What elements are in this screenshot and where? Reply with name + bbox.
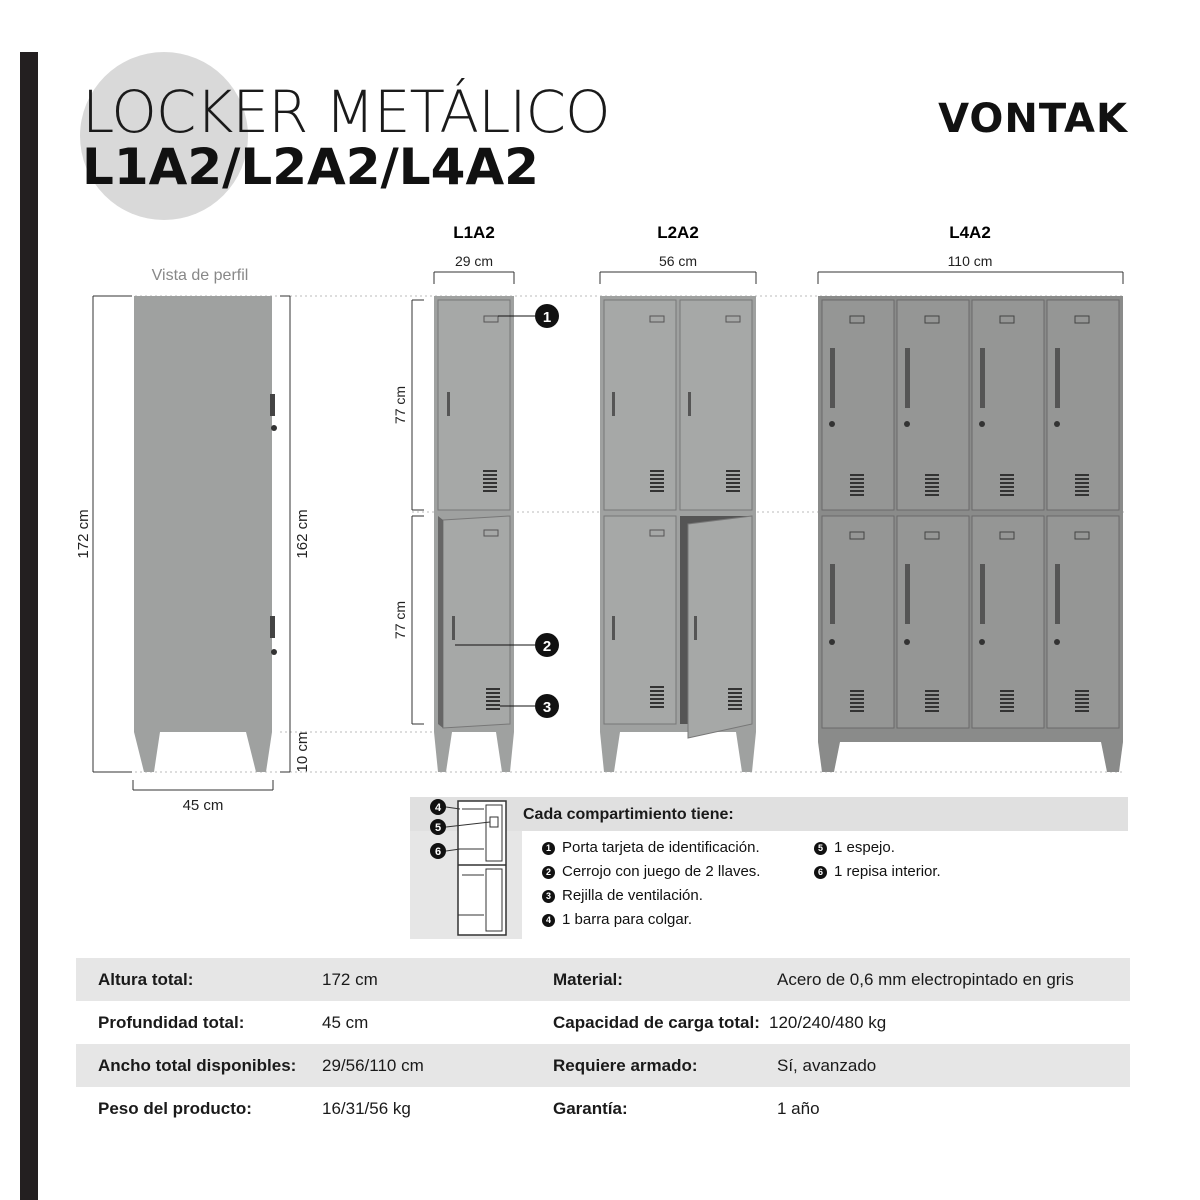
width-l4a2: 110 cm	[947, 253, 993, 269]
specs-table	[76, 958, 1130, 1130]
table-row: Altura total: 172 cm Material: Acero de 0,6 mm electropintado en gris	[76, 958, 1130, 1001]
page-title: LOCKER METÁLICO	[82, 78, 610, 146]
inset-callout-6: 6	[434, 846, 442, 858]
brand-logo: VONTAK	[938, 96, 1128, 142]
feature-item: 6 1 repisa interior.	[814, 863, 941, 880]
locker-l1a2	[434, 296, 514, 772]
profile-total-height: 172 cm	[75, 509, 92, 559]
table-row: Profundidad total: 45 cm Capacidad de carga total: 120/240/480 kg	[98, 1013, 887, 1032]
locker-l2a2	[600, 296, 756, 772]
feature-item: 4 1 barra para colgar.	[542, 911, 692, 928]
locker-l4a2	[818, 296, 1123, 772]
features-title: Cada compartimiento tiene:	[523, 806, 734, 823]
table-row: Ancho total disponibles: 29/56/110 cm Requiere armado: Sí, avanzado	[76, 1044, 1130, 1087]
profile-locker	[134, 296, 277, 772]
width-dimensions	[434, 272, 1123, 284]
feature-item: 1 Porta tarjeta de identificación.	[542, 839, 760, 856]
callout-1: 1	[542, 309, 552, 326]
profile-label: Vista de perfil	[151, 267, 249, 284]
feature-item: 2 Cerrojo con juego de 2 llaves.	[542, 863, 760, 880]
model-name-l1a2: L1A2	[453, 223, 495, 242]
profile-leg-height: 10 cm	[294, 731, 311, 773]
page-subtitle: L1A2/L2A2/L4A2	[82, 138, 539, 196]
inset-callout-5: 5	[434, 822, 442, 834]
callout-3: 3	[542, 699, 552, 716]
compartment-height-top: 77 cm	[392, 385, 408, 425]
features-box	[410, 797, 1128, 939]
width-l2a2: 56 cm	[658, 253, 698, 269]
model-name-l2a2: L2A2	[657, 223, 699, 242]
profile-body-height: 162 cm	[294, 509, 311, 559]
feature-item: 5 1 espejo.	[814, 839, 895, 856]
profile-depth: 45 cm	[182, 797, 224, 814]
inset-callout-4: 4	[434, 802, 442, 814]
interior-diagram	[410, 797, 522, 939]
compartment-height-bottom: 77 cm	[392, 600, 408, 640]
width-l1a2: 29 cm	[454, 253, 494, 269]
model-name-l4a2: L4A2	[949, 223, 991, 242]
callout-2: 2	[542, 638, 552, 655]
table-row: Peso del producto: 16/31/56 kg Garantía: 1 año	[98, 1099, 820, 1118]
feature-item: 3 Rejilla de ventilación.	[542, 887, 703, 904]
